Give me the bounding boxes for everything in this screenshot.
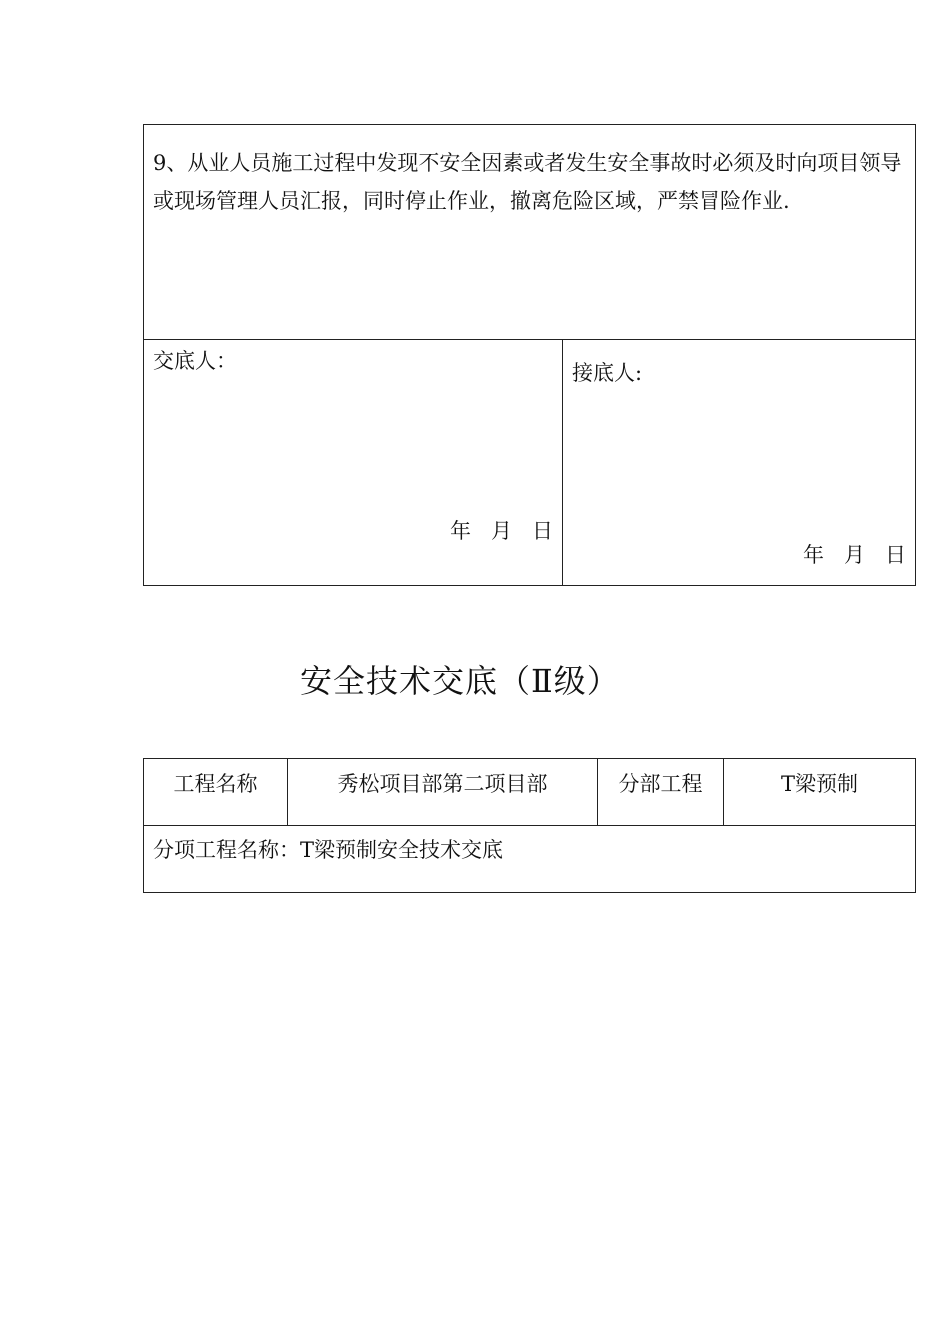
receiver-date: 年 月 日 — [802, 543, 906, 567]
receiver-label: 接底人: — [572, 361, 643, 385]
safety-disclosure-table-continued — [143, 124, 916, 586]
project-name-value-cell — [288, 759, 598, 826]
project-name-label-cell — [144, 759, 288, 826]
project-name-value: 秀松项目部第二项目部 — [337, 772, 548, 796]
division-value-cell — [724, 759, 916, 826]
subitem-cell — [144, 826, 916, 893]
discloser-date: 年 月 日 — [449, 519, 553, 543]
document-title: 安全技术交底（Ⅱ级） — [300, 662, 620, 700]
discloser-label: 交底人： — [153, 349, 237, 373]
project-info-table — [143, 758, 916, 893]
division-value: T梁预制 — [780, 772, 858, 796]
disclosure-item-text: 9、从业人员施工过程中发现不安全因素或者发生安全事故时必须及时向项目领导或现场管理人员汇报，同时停止作业，撤离危险区域，严禁冒险作业. — [153, 151, 902, 213]
division-label-cell — [598, 759, 724, 826]
division-label: 分部工程 — [618, 772, 703, 796]
disclosure-item-cell — [144, 125, 916, 340]
subitem-name: 分项工程名称：T梁预制安全技术交底 — [153, 838, 504, 862]
receiver-signature-cell — [563, 340, 916, 586]
project-name-label: 工程名称 — [173, 772, 258, 796]
discloser-signature-cell — [144, 340, 563, 586]
